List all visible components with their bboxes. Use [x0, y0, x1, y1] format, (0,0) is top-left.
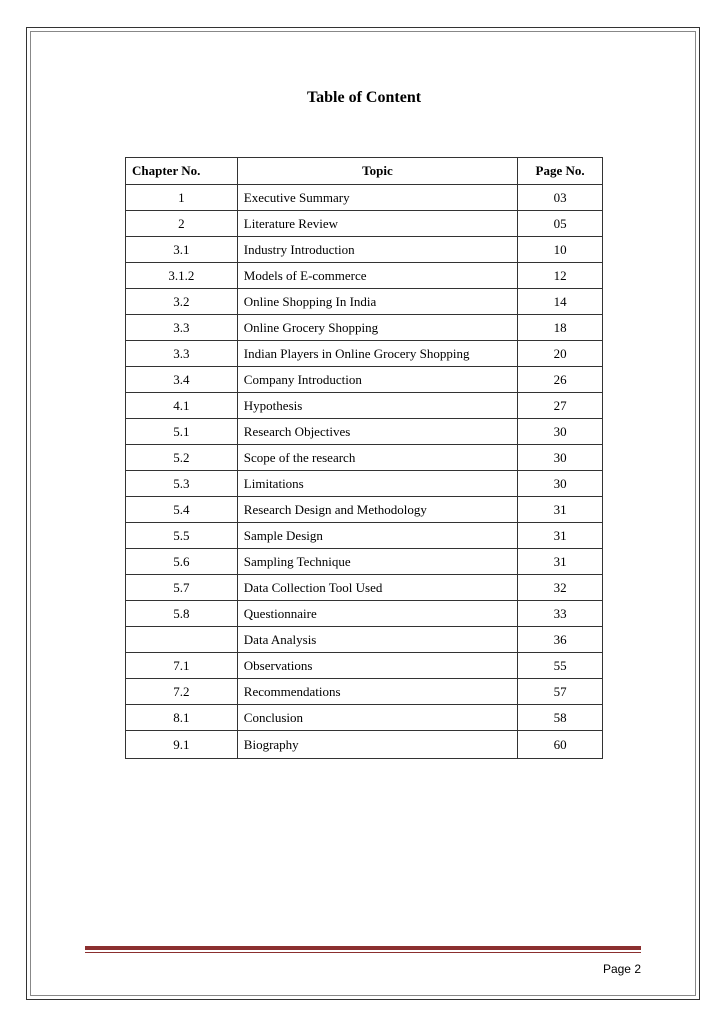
topic-title: Hypothesis	[237, 393, 517, 419]
table-row	[126, 601, 603, 627]
page-number-cell: 05	[518, 211, 603, 237]
chapter-number: 8.1	[126, 705, 238, 731]
page-number-cell: 14	[518, 289, 603, 315]
chapter-number: 4.1	[126, 393, 238, 419]
page-number-cell: 36	[518, 627, 603, 653]
table-row	[126, 731, 603, 759]
table-row	[126, 393, 603, 419]
topic-title: Online Shopping In India	[237, 289, 517, 315]
topic-title: Conclusion	[237, 705, 517, 731]
table-row	[126, 315, 603, 341]
chapter-number: 3.1	[126, 237, 238, 263]
table-row	[126, 679, 603, 705]
page-number-cell: 18	[518, 315, 603, 341]
topic-title: Data Collection Tool Used	[237, 575, 517, 601]
table-of-contents	[125, 157, 603, 759]
table-row	[126, 185, 603, 211]
chapter-number: 1	[126, 185, 238, 211]
table-row	[126, 289, 603, 315]
topic-title: Limitations	[237, 471, 517, 497]
chapter-number: 9.1	[126, 731, 238, 759]
chapter-number: 3.4	[126, 367, 238, 393]
chapter-number: 7.1	[126, 653, 238, 679]
page-number-cell: 60	[518, 731, 603, 759]
table-row	[126, 705, 603, 731]
topic-title: Research Objectives	[237, 419, 517, 445]
topic-title: Sample Design	[237, 523, 517, 549]
table-row	[126, 549, 603, 575]
topic-title: Sampling Technique	[237, 549, 517, 575]
topic-title: Observations	[237, 653, 517, 679]
topic-title: Recommendations	[237, 679, 517, 705]
chapter-number: 3.2	[126, 289, 238, 315]
page-number-cell: 31	[518, 523, 603, 549]
table-row	[126, 497, 603, 523]
topic-title: Questionnaire	[237, 601, 517, 627]
table-row	[126, 471, 603, 497]
chapter-number: 5.5	[126, 523, 238, 549]
table-row	[126, 575, 603, 601]
page-number-cell: 57	[518, 679, 603, 705]
chapter-number: 3.3	[126, 341, 238, 367]
chapter-number: 5.7	[126, 575, 238, 601]
page-number-cell: 12	[518, 263, 603, 289]
page-number-cell: 27	[518, 393, 603, 419]
topic-title: Biography	[237, 731, 517, 759]
page-number-cell: 30	[518, 445, 603, 471]
chapter-number: 5.3	[126, 471, 238, 497]
header-topic: Topic	[237, 158, 517, 185]
topic-title: Indian Players in Online Grocery Shopping	[237, 341, 517, 367]
table-row	[126, 627, 603, 653]
page-number: Page 2	[602, 962, 641, 976]
chapter-number: 5.2	[126, 445, 238, 471]
page-number-cell: 30	[518, 471, 603, 497]
page-number-cell: 58	[518, 705, 603, 731]
chapter-number: 3.1.2	[126, 263, 238, 289]
chapter-number: 5.1	[126, 419, 238, 445]
page-number-cell: 30	[518, 419, 603, 445]
header-page-no: Page No.	[518, 158, 603, 185]
page-number-cell: 32	[518, 575, 603, 601]
chapter-number: 2	[126, 211, 238, 237]
page-number-cell: 33	[518, 601, 603, 627]
table-row	[126, 445, 603, 471]
chapter-number: 5.6	[126, 549, 238, 575]
header-chapter-no: Chapter No.	[126, 158, 238, 185]
chapter-number: 3.3	[126, 315, 238, 341]
toc-body	[126, 185, 603, 759]
chapter-number: 5.8	[126, 601, 238, 627]
page-number-cell: 20	[518, 341, 603, 367]
page-number-cell: 31	[518, 497, 603, 523]
chapter-number	[126, 627, 238, 653]
topic-title: Scope of the research	[237, 445, 517, 471]
topic-title: Company Introduction	[237, 367, 517, 393]
table-row	[126, 263, 603, 289]
table-row	[126, 523, 603, 549]
topic-title: Models of E-commerce	[237, 263, 517, 289]
page-number-cell: 31	[518, 549, 603, 575]
topic-title: Online Grocery Shopping	[237, 315, 517, 341]
page-number-cell: 26	[518, 367, 603, 393]
topic-title: Executive Summary	[237, 185, 517, 211]
table-row	[126, 211, 603, 237]
page-number-cell: 10	[518, 237, 603, 263]
topic-title: Data Analysis	[237, 627, 517, 653]
footer-rule-thin	[85, 952, 641, 953]
footer-rule-thick	[85, 946, 641, 950]
page-number-cell: 55	[518, 653, 603, 679]
topic-title: Research Design and Methodology	[237, 497, 517, 523]
table-row	[126, 341, 603, 367]
table-row	[126, 237, 603, 263]
table-row	[126, 419, 603, 445]
page-title: Table of Content	[306, 89, 422, 106]
table-row	[126, 653, 603, 679]
page-number-cell: 03	[518, 185, 603, 211]
topic-title: Industry Introduction	[237, 237, 517, 263]
chapter-number: 7.2	[126, 679, 238, 705]
table-row	[126, 367, 603, 393]
topic-title: Literature Review	[237, 211, 517, 237]
toc-header-row	[126, 158, 603, 185]
chapter-number: 5.4	[126, 497, 238, 523]
